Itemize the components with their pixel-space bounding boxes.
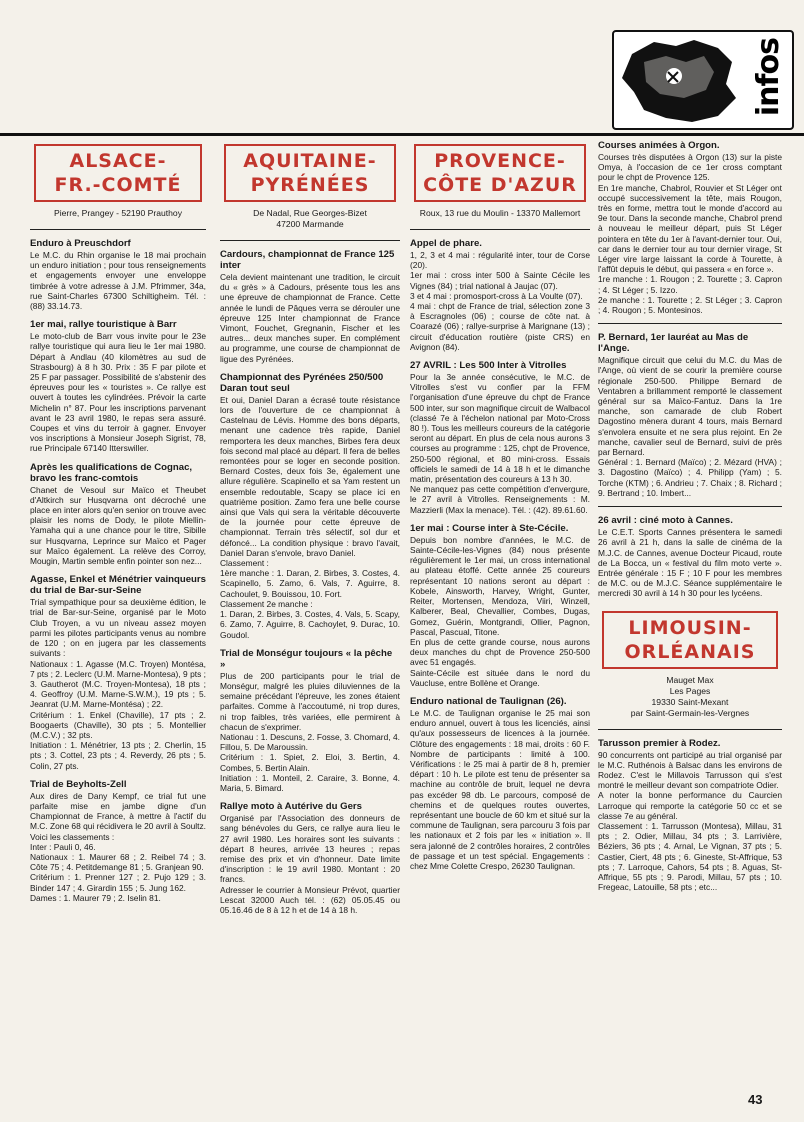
article — [410, 696, 590, 871]
article — [30, 779, 206, 903]
column-alsace — [30, 140, 206, 911]
region-title: LIMOUSIN- ORLÉANAIS — [602, 611, 778, 669]
article-title: Enduro national de Taulignan (26). — [410, 695, 567, 707]
article-body: Le C.E.T. Sports Cannes présentera le samedi 26 avril à 21 h, dans la salle de cinéma de la M.J.C. de Cannes, avenue Docteur Picaud, route de La Bocca, un « festival du film moto verte ». Entrée générale : 15 F ; 10 F pour les membres de M.C. ou de M.J.C. Séance supplémentaire le mercredi 30 avril à 14 h 30 pour les lycéens. — [598, 527, 782, 599]
article — [30, 319, 206, 453]
article-title: Championnat des Pyrénées 250/500 Daran tout seul — [220, 371, 384, 394]
column-aquitaine — [220, 140, 400, 923]
article-body: Magnifique circuit que celui du M.C. du Mas de l'Ange, où vient de se courir la première course régionale 250-500. Philippe Bernard de Ventabren a brillamment remporté le classement général sur sa Maïco-Fantuz. Dans la 1re manche, son camarade de club Robert Dagostino mènera durant 4 tours, mais Bernard s'envolera ensuite et ne sera plus rejoint. En 2e manche, cavalier seul de Bernard, suivi de près par Bernard. Général : 1. Bernard (Maïco) ; 2. Mézard (HVA) ; 3. Dagostino (Maïco) ; 4. Philipp (Yam) ; 5. Torche (KTM) ; 6. Andrieu ; 7. Chaix ; 8. Richard ; 9. Bertrand ; 10. Imbert... — [598, 355, 782, 498]
article-body: Organisé par l'Association des donneurs de sang bénévoles du Gers, ce rallye aura lieu le 27 avril 1980. Les horaires sont les suivants : départ 8 heures, arrivée 13 heures ; repas remise des prix et vin d'honneur. Date limite d'inscription : le 19 avril 1980. Montant : 20 francs. Adresser le courrier à Monsieur Prévot, quartier Lescat 32000 Auch tél. : (62) 05.05.45 ou 05.16.46 de 8 à 12 h et de 14 à 18 h. — [220, 813, 400, 915]
correspondent: Mauget Max Les Pages 19330 Saint-Mexant par Saint-Germain-les-Vergnes — [630, 674, 750, 718]
article-title: 27 AVRIL : Les 500 Inter à Vitrolles — [410, 360, 567, 372]
article-body: Pour la 3e année consécutive, le M.C. de Vitrolles s'est vu confier par la FFM l'organisation d'une épreuve du chpt de France 500 inter, sur son magnifique circuit de Walbacol (classé 7e à l'échelon national par Moto-Cross 80 !). Tous les meilleurs coureurs de la catégorie seront au départ. En plus de cela nous aurons 3 courses au programme : 125, chpt de Provence, 250-500 régional, et 80 mini-cross. Essais officiels le samedi de 14 à 18 h et le dimanche matin, présentation des coureurs à 13 h 30. Ne manquez pas cette compétition d'envergure, le 27 avril à Vitrolles. Renseignements : M. Mazzierli (Max la menace). Tél. : (42). 89.61.60. — [410, 372, 590, 515]
column-provence — [410, 140, 590, 879]
article-title: 1er mai, rallye touristique à Barr — [30, 319, 177, 331]
article-title: Trial de Monségur toujours « la pêche » — [220, 647, 393, 670]
article-title: Après les qualifications de Cognac, bravo les franc-comtois — [30, 461, 193, 484]
article — [410, 360, 590, 515]
article — [30, 238, 206, 311]
infos-logo — [612, 30, 794, 130]
article — [598, 332, 782, 498]
article — [410, 523, 590, 688]
correspondent: Roux, 13 rue du Moulin - 13370 Mallemort — [419, 208, 581, 218]
article — [598, 738, 782, 893]
article-body: Chanet de Vesoul sur Maïco et Theubet d'Altkirch sur Husqvarna ont décroché une place en inter alors qu'en senior on trouve avec plaisir les noms de Dody, le pilote Miellin-Yamaha qui a une chance pour le titre, Sibille sur Husqvarna, Leprince sur Maïco et Pager sur Maïco également. La relève des Corroy, Mougin, Martin semble enfin pointer son nez... — [30, 484, 206, 567]
article — [220, 648, 400, 793]
article-title: Enduro à Preuschdorf — [30, 238, 131, 249]
article-title: Tarusson premier à Rodez. — [598, 737, 721, 749]
article-title: P. Bernard, 1er lauréat au Mas de l'Ange. — [598, 332, 749, 355]
region-title: ALSACE- FR.-COMTÉ — [34, 144, 202, 202]
article-title: Courses animées à Orgon. — [598, 140, 720, 151]
article-body: Courses très disputées à Orgon (13) sur la piste Omya, à l'occasion de ce 1er cross comptant pour le chpt de Provence 125. En 1re manche, Chabrol, Rouvier et St Léger ont occupé successivement la tête, mais Rougon, très en forme, mettra tout le monde d'accord au 9e tour. Dans la seconde manche, Chabrol prend à nouveau le meilleur départ, puis St Léger pointera en tête du 1er à l'avant-dernier tour. Oui, car dans le dernier tour au tour dernier virage, St Léger vire large laissant la corde à Tourette, à l'affût depuis le début, qui passera « en force ». 1re manche : 1. Rougon ; 2. Tourette ; 3. Capron ; 4. St Léger ; 5. Izzo. 2e manche : 1. Tourette ; 2. St Léger ; 3. Capron ; 4. Rougon ; 5. Montesinos. — [598, 152, 782, 316]
article — [220, 372, 400, 640]
article-title: Appel de phare. — [410, 238, 482, 249]
page-number: 43 — [748, 1092, 763, 1107]
article-body: Le M.C. du Rhin organise le 18 mai prochain un enduro initiation ; pour tous renseignements et engagements envoyer une enveloppe timbrée à votre adresse à J.M. Pfrimmer, 34a, rue Saint-Charles 67300 Schiltigheim. Tél. : (88) 33.14.73. — [30, 250, 206, 312]
article-title: 26 avril : ciné moto à Cannes. — [598, 515, 733, 527]
article-body: Et oui, Daniel Daran a écrasé toute résistance lors de l'ouverture de ce championnat à Castelnau de Lévis. Homme des bons départs, menant une cadence très rapide, Daniel remportera les deux manches, Birbes fera deux fois second mal placé au départ. Il fera de belles remontées pour se loger en seconde position. Bernard Costes, deux fois 3e, également une allure régulière. Scapinello et sa Yam restent un ensemble redoutable, Scapy se place ici en quatrième position. Zamo fera une belle course ainsi que Vals qui sera la véritable découverte de la journée pour cette épreuve de championnat. Terrain très sélectif, sol dur et défoncé... La condition physique : bravo l'avait, Daniel Daran s'envole, bravo Daniel. Classement : 1ère manche : 1. Daran, 2. Birbes, 3. Costes, 4. Scapinello, 5. Zamo, 6. Vals, 7. Aguirre, 8. Cachoulet, 9. Bouissou, 10. Fort. Classement 2e manche : 1. Daran, 2. Birbes, 3. Costes, 4. Vals, 5. Scapy, 6. Zamo, 7. Aguirre, 8. Cachoylet, 9. Durac, 10. Goudol. — [220, 394, 400, 640]
logo-text: infos — [751, 38, 786, 117]
article-body: 1, 2, 3 et 4 mai : régularité inter, tour de Corse (20). 1er mai : cross inter 500 à Sainte Cécile les Vignes (84) ; trial national à Jaujac (07). 3 et 4 mai : promosport-cross à La Voulte (07). 4 mai : chpt de France de trial, sélection zone 3 à Escragnoles (06) ; course de côte nat. à Coarazé (06) ; rallye-surprise à Marignane (13) ; circuit d'éducation routière (piste CRS) en Avignon (84). — [410, 250, 590, 352]
article — [410, 238, 590, 352]
column-right — [598, 140, 782, 900]
region-title: AQUITAINE- PYRÉNÉES — [224, 144, 396, 202]
article-body: Le moto-club de Barr vous invite pour le 23e rallye touristique qui aura lieu le 1er mai 1980. Départ à Andlau (40 kilomètres au sud de Strasbourg) à 8 h 30. Prix : 35 F par pilote et 25 F par passager. Possibilité de s'abstenir des épreuves pour les « touristes ». Ce rallye est ouvert à toutes les cylindrées. Prévoir la carte Michelin n° 87. Pour les inscriptions parvenant avant le 23 avril 1980, le repas sera assuré. Coupes et vins du terroir à gagner. Envoyer vos inscriptions à Monsieur Joseph Sigrist, 78, rue Principale 67140 Itterswiller. — [30, 331, 206, 454]
article — [220, 249, 400, 364]
article-title: Trial de Beyholts-Zell — [30, 778, 127, 790]
article-body: Le M.C. de Taulignan organise le 25 mai son enduro annuel, ouvert à tous les licenciés, ainsi qu'aux possesseurs de licences à la journée. Clôture des engagements : 18 mai, droits : 60 F. Nombre de participants : limité à 100. Vérifications : le 25 mai à partir de 8 h, premier départ : 10 h. Le pilote est tenu de présenter sa machine au contrôle de bruit, lequel ne devra pas excéder 98 db. Le parcours, composé de chemins et de quelques routes ouvertes, représentant une boucle de 60 km et situé sur la commune de Taulignan, sera parcouru 3 fois par les nationaux et 2 fois par les « initiation ». Il sera jalonné de 2 contrôles horaires, 2 contrôles de passage et un test spécial. Engagements : chez Mme Colette Crespo, 26230 Taulignan. — [410, 707, 590, 871]
article-title: Cardours, championnat de France 125 inter — [220, 249, 395, 271]
correspondent: Pierre, Prangey - 52190 Prauthoy — [53, 208, 183, 218]
article-title: Agasse, Enkel et Ménétrier vainqueurs du trial de Bar-sur-Seine — [30, 574, 206, 597]
article — [30, 574, 206, 770]
article-title: Rallye moto à Autérive du Gers — [220, 801, 362, 813]
correspondent: De Nadal, Rue Georges-Bizet 47200 Marmande — [253, 208, 367, 229]
article-body: Depuis bon nombre d'années, le M.C. de Sainte-Cécile-les-Vignes (84) nous présente régulièrement le 1er mai, un cross international au plateau étoffé. Cette année 25 coureurs représentant 10 nations seront au départ : Kobele, Ainsworth, Harvey, Wright, Gunter, Reiter, Mortensen, Mendoza, Viiri, Winzell, Kalberer, Beal, Chevallier, Combes, Dugas, Gomez, Guérin, Montgrandi, Ollier, Pagnon, Pascal, Pascual, Titone. En plus de cette grande course, nous aurons deux manches du chpt de Provence 250-500 avec 51 engagés. Sainte-Cécile est située dans le nord du Vaucluse, entre Bollène et Orange. — [410, 534, 590, 688]
article-title: 1er mai : Course inter à Ste-Cécile. — [410, 522, 569, 534]
article — [220, 801, 400, 915]
article-body: 90 concurrents ont participé au trial organisé par le M.C. Ruthénois à Balsac dans les environs de Rodez. C'est le Millavois Tarrusson qui s'est montré le meilleur devant son compatriote Odier. A noter la bonne performance du Caurcien Larroque qui remporte la catégorie 50 cc et se classe 7e au général. Classement : 1. Tarrusson (Montesa), Millau, 31 pts ; 2. Odier, Millau, 34 pts ; 3. Larrivière, Béziers, 36 pts ; 4. Arnal, Le Vignan, 37 pts ; 5. Castier, Ciert, 48 pts ; 6. Gineste, St-Affrique, 53 pts ; 7. Larroque, Cahors, 54 pts ; 8. Aguas, St-Affrique, 55 pts ; 9. Parodi, Millau, 57 pts ; 10. Fregeac, Latouille, 58 pts ; etc... — [598, 749, 782, 893]
article-body: Trial sympathique pour sa deuxième édition, le trial de Bar-sur-Seine, organisé par le Moto Club Troyen, a vu un niveau assez moyen parmi les pilotes participants venus au nombre de 120 ; on en jugera par les classements suivants : Nationaux : 1. Agasse (M.C. Troyen) Montésa, 7 pts ; 2. Leclerc (U.M. Marne-Montesa), 9 pts ; 3. Gautherot (M.C. Troyen-Montesa), 18 pts ; 4. Geoffroy (U.M. Marne-S.W.M.), 19 pts ; 5. Jeanrat (U.M. Marne-Montésa) ; 22. Critérium : 1. Enkel (Chaville), 17 pts ; 2. Boogaerts (Chaville), 30 pts ; 5. Montellier (M.C.V.) ; 32 pts. Initiation : 1. Ménétrier, 13 pts ; 2. Cherlin, 15 pts ; 3. Cottel, 23 pts ; 4. Reverdy, 26 pts ; 5. Colin, 27 pts. — [30, 597, 206, 771]
article-body: Aux dires de Dany Kempf, ce trial fut une parfaite mise en jambe digne d'un Championnat de France, à mettre à l'actif du M.C. Zone 68 qui récidivera le 20 avril à Soultz. Voici les classements : Inter : Pauli 0, 46. Nationaux : 1. Maurer 68 ; 2. Reibel 74 ; 3. Côte 75 ; 4. Petitdemange 81 ; 5. Granjean 90. Critérium : 1. Prenner 127 ; 2. Pujo 129 ; 3. Binder 147 ; 4. Girardin 155 ; 5. Jung 162. Dames : 1. Maurer 79 ; 2. Iselin 81. — [30, 790, 206, 903]
region-title: PROVENCE- CÔTE D'AZUR — [414, 144, 586, 202]
header-rule — [0, 133, 804, 136]
article — [30, 462, 206, 567]
article — [598, 515, 782, 598]
article-body: Cela devient maintenant une tradition, le circuit du « grès » à Cadours, présente tous les ans une épreuve de championnat de France. Cette année le lundi de Pâques verra se dérouler une épreuve 125 Inter championnat de France Vimont, Fouchet, Gregnanin, Fischer et les autres... deux manches super. En complément au programme, une course de championnat de ligue des Pyrénées. — [220, 272, 400, 364]
article-body: Plus de 200 participants pour le trial de Monségur, malgré les pluies diluviennes de la semaine précédant l'épreuve, les zones étaient parfaites. Comme à l'accoutumé, ni trop dures, ni trop faibles, très variées, elle permirent à chacun de s'exprimer. Nationau : 1. Descuns, 2. Fosse, 3. Chomard, 4. Fillou, 5. De Maroussin. Critérium : 1. Spiet, 2. Eloi, 3. Bertin, 4. Combes, 5. Bertin Alain. Initiation : 1. Monteil, 2. Caraire, 3. Bonne, 4. Maria, 5. Bimard. — [220, 670, 400, 793]
article — [598, 140, 782, 315]
